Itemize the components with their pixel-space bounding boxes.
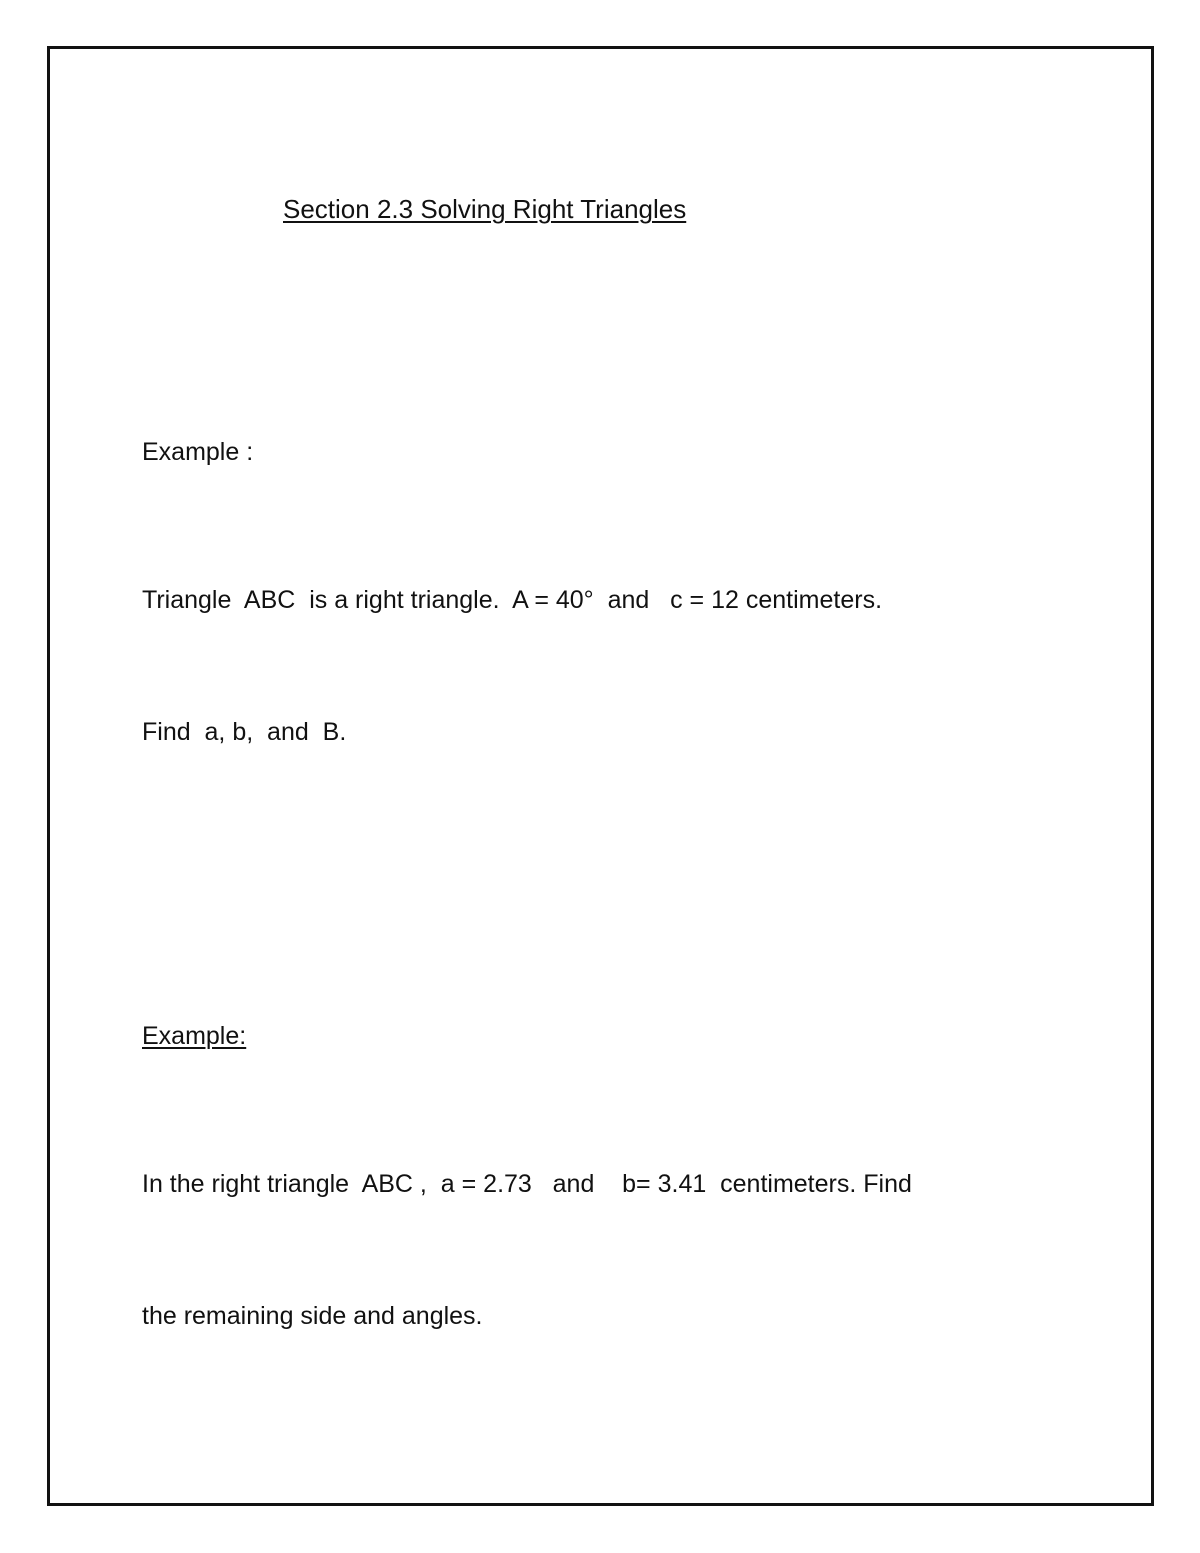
example-2-line-2: the remaining side and angles. (142, 1302, 483, 1330)
example-1-problem (142, 490, 882, 798)
example-1-line-1: Triangle ABC is a right triangle. A = 40° and c = 12 centimeters. (142, 586, 883, 614)
example-2-heading: Example: (142, 1022, 247, 1050)
example-2-problem (142, 1074, 912, 1382)
section-title: Section 2.3 Solving Right Triangles (283, 194, 687, 224)
example-1-heading: Example : (142, 438, 254, 466)
example-1-line-2: Find a, b, and B. (142, 718, 347, 746)
example-2-line-1: In the right triangle ABC , a = 2.73 and b= 3.41 centimeters. Find (142, 1170, 912, 1198)
